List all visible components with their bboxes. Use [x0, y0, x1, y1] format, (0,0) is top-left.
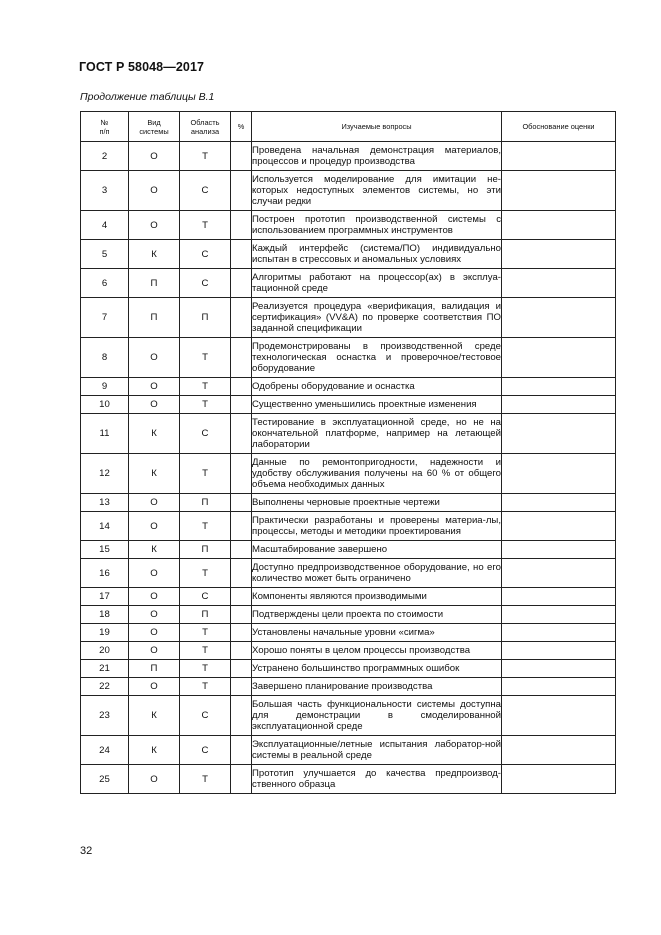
row-number: 18: [81, 606, 129, 624]
basis-cell: [502, 512, 616, 541]
question-text: Большая часть функциональности системы доступна для демонстрации в смоделированной эксплуатационной среде: [252, 696, 502, 736]
table-body: [81, 142, 616, 794]
system-type: К: [129, 414, 180, 454]
row-number: 3: [81, 171, 129, 211]
row-number: 9: [81, 378, 129, 396]
percent-cell: [231, 541, 252, 559]
analysis-area: П: [180, 541, 231, 559]
row-number: 24: [81, 736, 129, 765]
analysis-area: П: [180, 494, 231, 512]
table-row: [81, 588, 616, 606]
analysis-area: Т: [180, 512, 231, 541]
analysis-area: Т: [180, 765, 231, 794]
analysis-area: Т: [180, 642, 231, 660]
col-pct-header: %: [231, 112, 252, 142]
question-text: Построен прототип производственной системы с использованием программных инструментов: [252, 211, 502, 240]
basis-cell: [502, 454, 616, 494]
table-row: [81, 696, 616, 736]
question-text: Устранено большинство программных ошибок: [252, 660, 502, 678]
row-number: 19: [81, 624, 129, 642]
system-type: О: [129, 624, 180, 642]
system-type: О: [129, 211, 180, 240]
row-number: 23: [81, 696, 129, 736]
question-text: Компоненты являются производимыми: [252, 588, 502, 606]
percent-cell: [231, 211, 252, 240]
system-type: О: [129, 142, 180, 171]
system-type: К: [129, 240, 180, 269]
system-type: О: [129, 642, 180, 660]
question-text: Завершено планирование производства: [252, 678, 502, 696]
question-text: Проведена начальная демонстрация материалов, процессов и процедур производства: [252, 142, 502, 171]
assessment-table: [80, 111, 616, 794]
table-row: [81, 269, 616, 298]
col-area-header: Область анализа: [180, 112, 231, 142]
basis-cell: [502, 211, 616, 240]
percent-cell: [231, 494, 252, 512]
question-text: Существенно уменьшились проектные изменения: [252, 396, 502, 414]
table-row: [81, 541, 616, 559]
percent-cell: [231, 142, 252, 171]
row-number: 11: [81, 414, 129, 454]
row-number: 15: [81, 541, 129, 559]
analysis-area: Т: [180, 142, 231, 171]
question-text: Алгоритмы работают на процессор(ах) в эксплуа-тационной среде: [252, 269, 502, 298]
question-text: Установлены начальные уровни «сигма»: [252, 624, 502, 642]
row-number: 22: [81, 678, 129, 696]
system-type: О: [129, 678, 180, 696]
analysis-area: Т: [180, 678, 231, 696]
analysis-area: П: [180, 298, 231, 338]
row-number: 16: [81, 559, 129, 588]
basis-cell: [502, 642, 616, 660]
question-text: Данные по ремонтопригодности, надежности и удобству обслуживания получены на 60 % от общего объема необходимых данных: [252, 454, 502, 494]
table-row: [81, 624, 616, 642]
table-header-row: [81, 112, 616, 142]
percent-cell: [231, 338, 252, 378]
system-type: О: [129, 606, 180, 624]
system-type: О: [129, 494, 180, 512]
analysis-area: Т: [180, 396, 231, 414]
system-type: П: [129, 269, 180, 298]
table-row: [81, 240, 616, 269]
row-number: 13: [81, 494, 129, 512]
table-row: [81, 298, 616, 338]
row-number: 17: [81, 588, 129, 606]
table-row: [81, 736, 616, 765]
percent-cell: [231, 696, 252, 736]
analysis-area: Т: [180, 624, 231, 642]
table-row: [81, 211, 616, 240]
percent-cell: [231, 269, 252, 298]
question-text: Выполнены черновые проектные чертежи: [252, 494, 502, 512]
system-type: П: [129, 298, 180, 338]
table-row: [81, 142, 616, 171]
percent-cell: [231, 606, 252, 624]
table-row: [81, 512, 616, 541]
basis-cell: [502, 765, 616, 794]
system-type: О: [129, 378, 180, 396]
percent-cell: [231, 378, 252, 396]
analysis-area: С: [180, 414, 231, 454]
question-text: Прототип улучшается до качества предпроизвод-ственного образца: [252, 765, 502, 794]
table-row: [81, 414, 616, 454]
col-basis-header: Обоснование оценки: [502, 112, 616, 142]
row-number: 8: [81, 338, 129, 378]
system-type: К: [129, 541, 180, 559]
row-number: 4: [81, 211, 129, 240]
basis-cell: [502, 696, 616, 736]
question-text: Используется моделирование для имитации не-которых недоступных элементов системы, но эти случаи редки: [252, 171, 502, 211]
col-question-header: Изучаемые вопросы: [252, 112, 502, 142]
basis-cell: [502, 269, 616, 298]
table-row: [81, 378, 616, 396]
table-row: [81, 494, 616, 512]
table-row: [81, 396, 616, 414]
table-row: [81, 559, 616, 588]
analysis-area: С: [180, 171, 231, 211]
analysis-area: С: [180, 736, 231, 765]
percent-cell: [231, 624, 252, 642]
percent-cell: [231, 765, 252, 794]
system-type: О: [129, 171, 180, 211]
system-type: О: [129, 559, 180, 588]
page-number: 32: [80, 845, 93, 857]
table-row: [81, 678, 616, 696]
analysis-area: Т: [180, 378, 231, 396]
basis-cell: [502, 378, 616, 396]
row-number: 5: [81, 240, 129, 269]
question-text: Реализуется процедура «верификация, валидация и сертификация» (VV&A) по проверке соответствия ПО заданной спецификации: [252, 298, 502, 338]
system-type: О: [129, 512, 180, 541]
basis-cell: [502, 142, 616, 171]
analysis-area: Т: [180, 338, 231, 378]
question-text: Тестирование в эксплуатационной среде, но не на окончательной платформе, например на летающей лаборатории: [252, 414, 502, 454]
row-number: 25: [81, 765, 129, 794]
percent-cell: [231, 240, 252, 269]
basis-cell: [502, 541, 616, 559]
row-number: 10: [81, 396, 129, 414]
system-type: К: [129, 454, 180, 494]
percent-cell: [231, 642, 252, 660]
row-number: 14: [81, 512, 129, 541]
question-text: Эксплуатационные/летные испытания лаборатор-ной системы в реальной среде: [252, 736, 502, 765]
question-text: Подтверждены цели проекта по стоимости: [252, 606, 502, 624]
basis-cell: [502, 559, 616, 588]
table-row: [81, 606, 616, 624]
table-row: [81, 642, 616, 660]
percent-cell: [231, 678, 252, 696]
basis-cell: [502, 414, 616, 454]
basis-cell: [502, 606, 616, 624]
percent-cell: [231, 559, 252, 588]
analysis-area: Т: [180, 211, 231, 240]
question-text: Доступно предпроизводственное оборудование, но его количество может быть ограничено: [252, 559, 502, 588]
percent-cell: [231, 512, 252, 541]
percent-cell: [231, 298, 252, 338]
question-text: Масштабирование завершено: [252, 541, 502, 559]
basis-cell: [502, 494, 616, 512]
basis-cell: [502, 660, 616, 678]
standard-title: ГОСТ Р 58048—2017: [79, 60, 205, 74]
percent-cell: [231, 454, 252, 494]
percent-cell: [231, 736, 252, 765]
basis-cell: [502, 588, 616, 606]
row-number: 20: [81, 642, 129, 660]
analysis-area: С: [180, 240, 231, 269]
percent-cell: [231, 396, 252, 414]
system-type: О: [129, 338, 180, 378]
row-number: 12: [81, 454, 129, 494]
basis-cell: [502, 298, 616, 338]
table-caption: Продолжение таблицы В.1: [80, 91, 215, 103]
basis-cell: [502, 240, 616, 269]
analysis-area: П: [180, 606, 231, 624]
col-system-header: Вид системы: [129, 112, 180, 142]
analysis-area: Т: [180, 559, 231, 588]
question-text: Практически разработаны и проверены материа-лы, процессы, методы и методики проектирования: [252, 512, 502, 541]
percent-cell: [231, 588, 252, 606]
row-number: 21: [81, 660, 129, 678]
basis-cell: [502, 338, 616, 378]
col-num-header: № п/п: [81, 112, 129, 142]
basis-cell: [502, 171, 616, 211]
system-type: П: [129, 660, 180, 678]
basis-cell: [502, 624, 616, 642]
percent-cell: [231, 414, 252, 454]
system-type: О: [129, 765, 180, 794]
percent-cell: [231, 171, 252, 211]
row-number: 2: [81, 142, 129, 171]
basis-cell: [502, 736, 616, 765]
analysis-area: С: [180, 696, 231, 736]
table-row: [81, 454, 616, 494]
analysis-area: Т: [180, 660, 231, 678]
system-type: К: [129, 736, 180, 765]
question-text: Каждый интерфейс (система/ПО) индивидуально испытан в стрессовых и аномальных условиях: [252, 240, 502, 269]
basis-cell: [502, 396, 616, 414]
table-row: [81, 765, 616, 794]
table-row: [81, 338, 616, 378]
row-number: 6: [81, 269, 129, 298]
question-text: Одобрены оборудование и оснастка: [252, 378, 502, 396]
analysis-area: Т: [180, 454, 231, 494]
question-text: Хорошо поняты в целом процессы производства: [252, 642, 502, 660]
system-type: О: [129, 396, 180, 414]
system-type: К: [129, 696, 180, 736]
question-text: Продемонстрированы в производственной среде технологическая оснастка и проверочное/тестовое оборудование: [252, 338, 502, 378]
row-number: 7: [81, 298, 129, 338]
analysis-area: С: [180, 588, 231, 606]
system-type: О: [129, 588, 180, 606]
basis-cell: [502, 678, 616, 696]
analysis-area: С: [180, 269, 231, 298]
table-row: [81, 660, 616, 678]
percent-cell: [231, 660, 252, 678]
table-row: [81, 171, 616, 211]
